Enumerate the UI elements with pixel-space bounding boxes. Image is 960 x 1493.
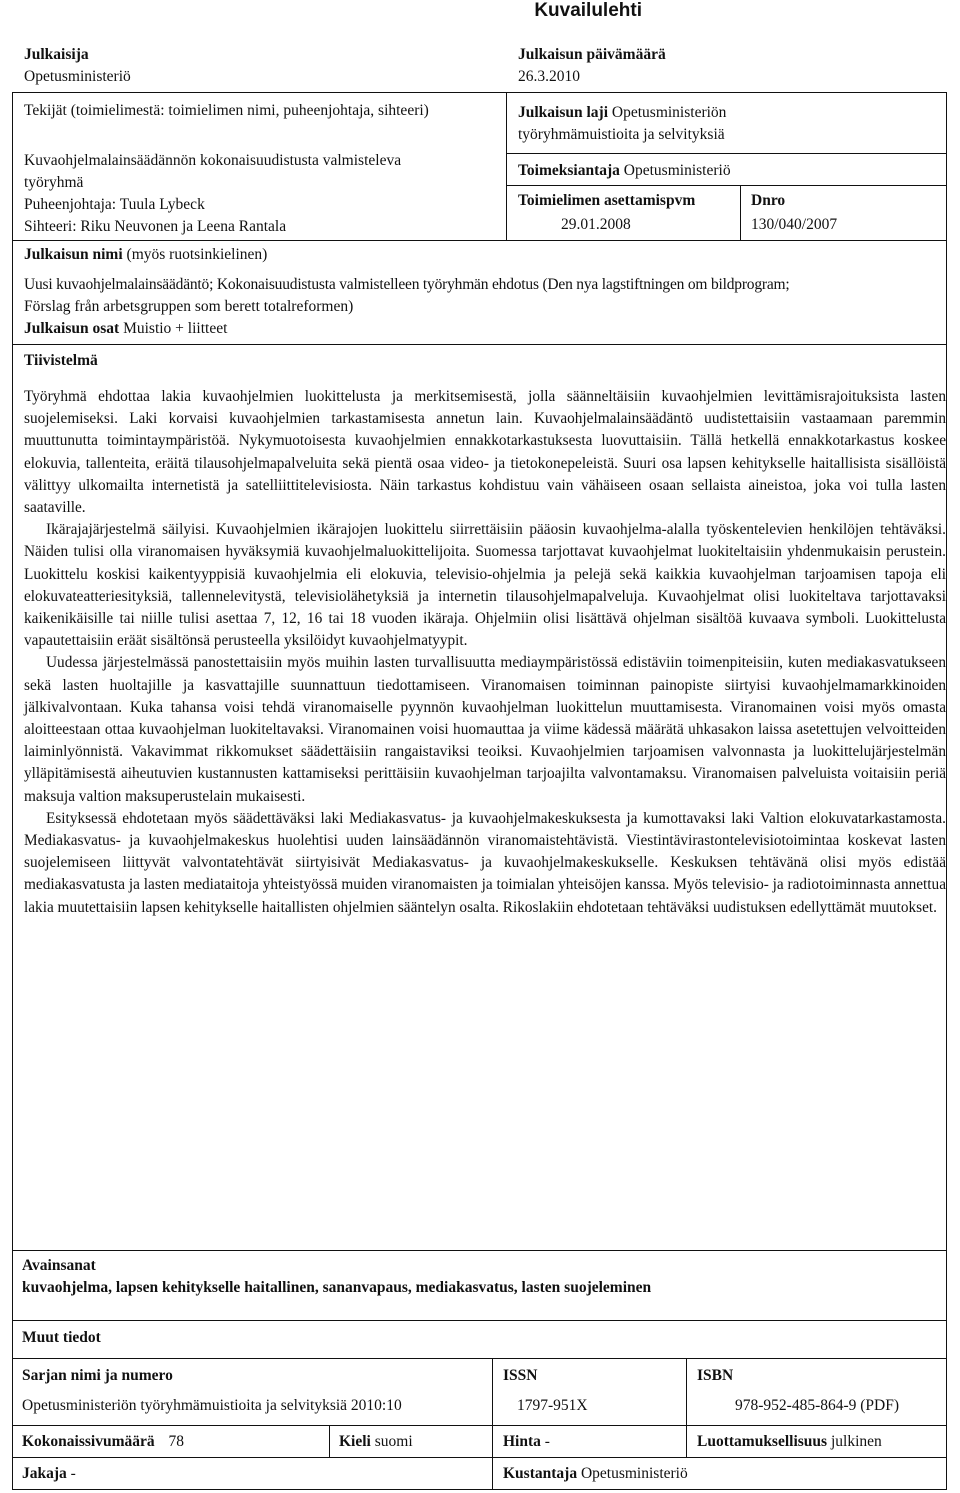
isbn-value: 978-952-485-864-9 (PDF) <box>735 1397 900 1414</box>
keywords-label: Avainsanat <box>22 1257 96 1274</box>
price-field <box>503 1432 550 1452</box>
dnro-value: 130/040/2007 <box>751 216 838 233</box>
dnro-vertical-divider <box>740 185 741 240</box>
pubname-label-note: (myös ruotsinkielinen) <box>126 246 268 263</box>
summary-paragraph: Ikärajajärjestelmä säilyisi. Kuvaohjelmien ikärajojen luokittelu siirrettäisiin pääosin kuvaohjelma-alalla työskentelevien henkilöjen tehtäväksi. Näiden tulisi olla viranomaisen hyväksymiä kuvaohjelmaluokittelijoita. Suomessa tarjottavat kuvaohjelmat luokiteltaisiin yhdenmukaisin perustein. Luokittelu koskisi kaikentyyppisiä kuvaohjelmia eli elokuvia, televisio-ohjelmia ja pelejä sekä kaikkia kuvaohjelman tarjoamisen tapoja eli elokuvateatteriesityksiä, tallennelevitystä, televisiolähetyksiä ja internetin tilausohjelmapalveluja. Kuvaohjelmat olisi luokiteltava tarjottavaksi kaikenikäisille tai niille tulisi asettaa 7, 12, 16 tai 18 vuoden ikäraja. Ohjelmiin olisi lisättävä ohjelman sisältöä kuvaava symboli. Luokittelusta vapautettaisiin eräät sisältönsä perusteella yksilöidyt kuvaohjelmatyypit. <box>24 521 946 650</box>
language-label: Kieli <box>339 1433 371 1450</box>
cost-publisher-value: Opetusministeriö <box>580 1465 688 1482</box>
summary-label: Tiivistelmä <box>24 352 98 369</box>
pubdate-value: 26.3.2010 <box>518 68 580 85</box>
authors-line: Kuvaohjelmalainsäädännön kokonaisuudistusta valmisteleva <box>24 152 402 169</box>
authors-secretary: Sihteeri: Riku Neuvonen ja Leena Rantala <box>24 218 287 235</box>
table-divider-language <box>329 1425 330 1457</box>
distributor-top-line <box>12 1457 947 1458</box>
table-divider-isbn <box>686 1358 687 1457</box>
series-label: Sarjan nimi ja numero <box>22 1367 173 1384</box>
price-label: Hinta <box>503 1433 541 1450</box>
pages-field <box>22 1432 184 1452</box>
dnro-label: Dnro <box>751 192 786 209</box>
series-top-line <box>12 1358 947 1359</box>
other-label: Muut tiedot <box>22 1329 101 1346</box>
pubtype-value: Opetusministeriön <box>611 104 727 121</box>
summary-paragraph: Uudessa järjestelmässä panostettaisiin myös muihin lasten turvallisuutta mediaympäristössä edistäviin toimenpiteisiin, kuten mediakasvatukseen sekä lasten huoltajille ja kasvattajille suunnattuun tiedottamiseen. Viranomaisen toiminnan painopiste siirtyisi kuvaohjelmamarkkinoiden jälkivalvontaan. Kuka tahansa voisi tehdä viranomaiselle pyynnön kuvaohjelman luokittelun muuttamisesta. Viranomainen voisi myös omasta aloitteestaan ottaa kuvaohjelman luokiteltavaksi. Viranomainen voisi huomauttaa ja viime kädessä määrätä uhkasakon laissa asetettujen velvoitteiden laiminlyönnistä. Vakavimmat rikkomukset säädettäisiin rangaistaviksi teoiksi. Kuvaohjelmien tarjoamisen valvonnasta ja luokittelujärjestelmän ylläpitämisestä aiheutuvien kustannusten kattamiseksi perittäisiin kuvaohjelman tarjoajilta valvontamaksu. Viranomaisen palveluista voitaisiin periä maksuja valtion maksuperustelain mukaisesti. <box>24 654 946 805</box>
parts-field <box>24 318 227 340</box>
publisher-label: Julkaisija <box>24 46 89 63</box>
pubdate-label: Julkaisun päivämäärä <box>518 46 666 63</box>
frame-top-right <box>506 92 947 93</box>
frame-left-border <box>12 92 13 1490</box>
summary-paragraph: Esityksessä ehdotetaan myös säädettäväksi laki Mediakasvatus- ja kuvaohjelmakeskuksesta ja kumottavaksi laki Valtion elokuvatarkastamosta. Mediakasvatus- ja kuvaohjelmakeskus huolehtisi uuden lainsäädännön viranomaistehtävistä. Viestintävirastontelevisiotoimintaa koskevat lasten suojelemiseen liittyvät valvontatehtävät siirtyisivät Mediakasvatus- ja kuvaohjelmakeskukselle. Keskuksen tehtävänä olisi myös edistää mediakasvatusta ja lasten mediataitoja yhteistyössä muiden viranomaisten ja toimialan yhteisöjen kanssa. Myös televisio- ja radiotoiminnasta annettua lakia muutettaisiin lapsen kehitykselle haitallisten ohjelmien sääntelyn osalta. Rikoslakiin ehdotetaan tehtäväksi uudistuksen edellyttämät muutokset. <box>24 809 946 916</box>
pubname-line: Förslag från arbetsgruppen som berett totalreformen) <box>24 298 354 315</box>
parts-label: Julkaisun osat <box>24 320 120 337</box>
language-value: suomi <box>374 1433 413 1450</box>
summary-body <box>24 386 946 919</box>
frame-top-left <box>12 92 506 93</box>
language-field <box>339 1432 413 1452</box>
commissioner-label: Toimeksiantaja <box>518 162 620 179</box>
keywords-value: kuvaohjelma, lapsen kehitykselle haitallinen, sananvapaus, mediakasvatus, lasten suojeleminen <box>22 1279 652 1296</box>
pages-label: Kokonaissivumäärä <box>22 1433 155 1450</box>
pubname-label-field <box>24 244 267 266</box>
pages-value: 78 <box>168 1433 185 1450</box>
confidentiality-field <box>697 1432 882 1452</box>
table-divider-issn <box>492 1358 493 1489</box>
issn-value: 1797-951X <box>517 1397 588 1414</box>
distributor-field <box>22 1464 76 1484</box>
parts-bottom-line <box>12 344 947 345</box>
setdate-label: Toimielimen asettamispvm <box>518 192 696 209</box>
right-divider-1 <box>506 153 947 154</box>
isbn-label: ISBN <box>697 1367 734 1384</box>
commissioner-field <box>518 160 731 182</box>
authors-line: työryhmä <box>24 174 84 191</box>
parts-value: Muistio + liitteet <box>123 320 228 337</box>
pubtype-label: Julkaisun laji <box>518 104 609 121</box>
frame-right-border <box>946 92 947 1490</box>
series-value: Opetusministeriön työryhmämuistioita ja selvityksiä 2010:10 <box>22 1397 402 1414</box>
issn-label: ISSN <box>503 1367 538 1384</box>
header-bottom-line <box>12 240 947 241</box>
pubname-label: Julkaisun nimi <box>24 246 123 263</box>
authors-label: Tekijät (toimielimestä: toimielimen nimi, puheenjohtaja, sihteeri) <box>24 102 429 119</box>
distributor-value: - <box>70 1465 76 1482</box>
confidentiality-label: Luottamuksellisuus <box>697 1433 828 1450</box>
summary-paragraph: Työryhmä ehdottaa lakia kuvaohjelmien luokittelusta ja merkitsemisestä, jolla säänneltäisiin kuvaohjelmien levittämisrajoituksista lasten suojelemiseksi. Laki korvaisi kuvaohjelmien tarkastamisesta annetun lain. Kuvaohjelmalainsäädäntö uudistettaisiin vastaamaan paremmin muuttunutta toimintaympäristöä. Nykymuotoisesta kuvaohjelmien ennakkotarkastuksesta luovuttaisiin. Tällä hetkellä ennakkotarkastus koskee elokuvia, tallenteita, eräitä tilausohjelmapalveluita sekä pientä osaa video- ja tietokonepeleistä. Suuri osa lapsen kehitykselle haitallisista sisällöistä välittyy ulkomailta internetistä ja satelliittitelevisiosta. Näin tarkastus kohdistuu vain vähäiseen osaan sellaista aineistoa, joka voi tulla lasten saataville. <box>24 388 946 517</box>
frame-bottom-line <box>12 1489 947 1490</box>
right-divider-2 <box>506 185 947 186</box>
keywords-top-line <box>12 1250 947 1251</box>
header-vertical-divider <box>506 92 507 240</box>
pages-top-line <box>12 1425 947 1426</box>
publisher-value: Opetusministeriö <box>24 68 131 85</box>
setdate-value: 29.01.2008 <box>561 216 631 233</box>
authors-chair: Puheenjohtaja: Tuula Lybeck <box>24 196 205 213</box>
pubtype-value-line2: työryhmämuistioita ja selvityksiä <box>518 126 725 143</box>
distributor-label: Jakaja <box>22 1465 67 1482</box>
pubname-line: Uusi kuvaohjelmalainsäädäntö; Kokonaisuudistusta valmistelleen työryhmän ehdotus (Den nya lagstiftningen om bildprogram; <box>24 276 790 293</box>
price-value: - <box>544 1433 550 1450</box>
pubtype-field <box>518 102 726 124</box>
cost-publisher-field <box>503 1464 688 1484</box>
confidentiality-value: julkinen <box>830 1433 882 1450</box>
cost-publisher-label: Kustantaja <box>503 1465 578 1482</box>
page-title: Kuvailulehti <box>534 0 642 21</box>
commissioner-value: Opetusministeriö <box>623 162 731 179</box>
other-top-line <box>12 1320 947 1321</box>
